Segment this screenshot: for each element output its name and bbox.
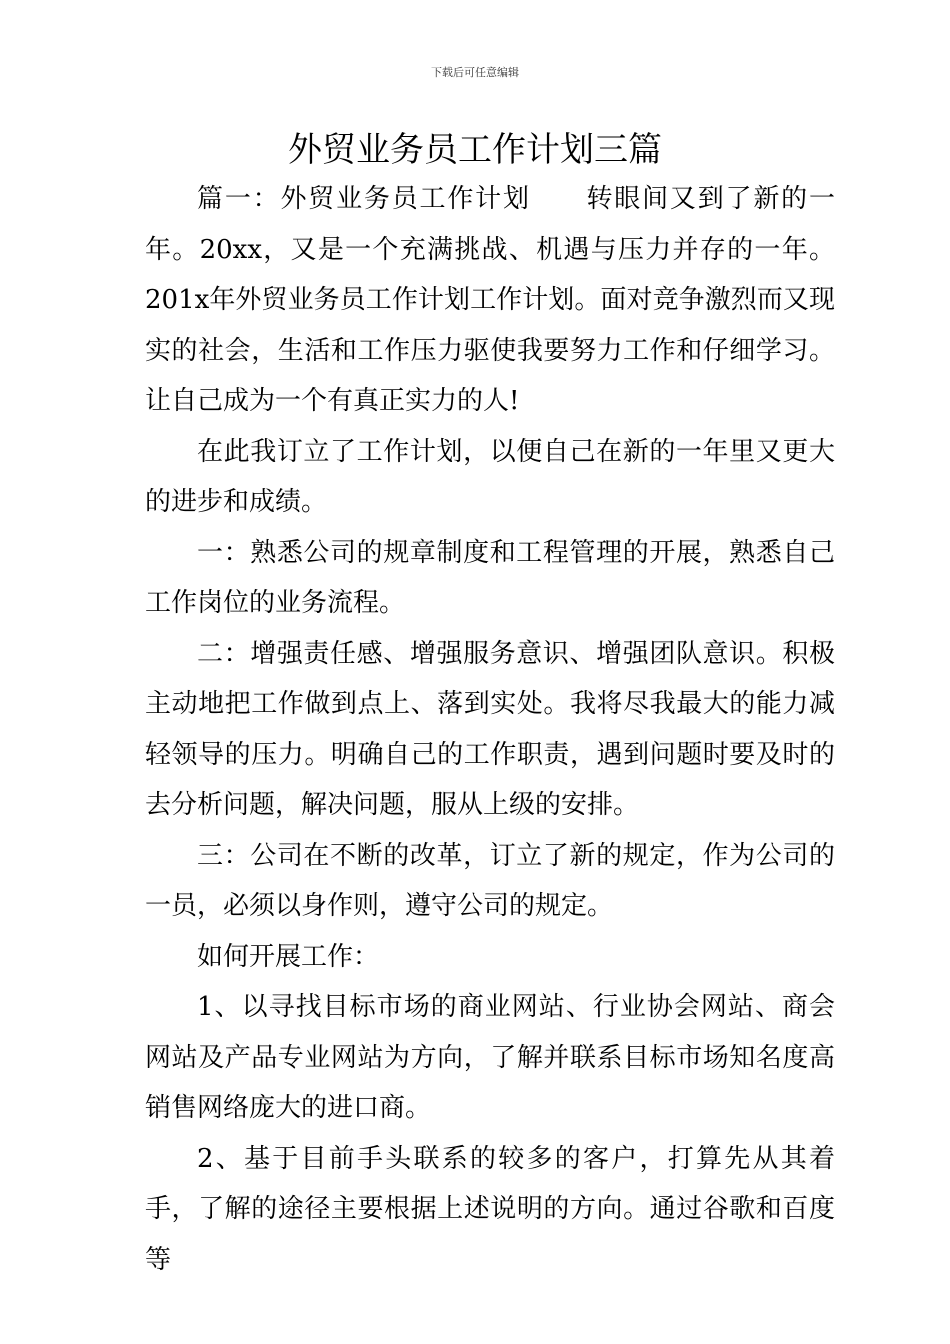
document-title: 外贸业务员工作计划三篇 [288,130,662,170]
paragraph-point-one: 一：熟悉公司的规章制度和工程管理的开展，熟悉自己工作岗位的业务流程。 [145,537,835,618]
paragraph-step-one: 1、以寻找目标市场的商业网站、行业协会网站、商会网站及产品专业网站为方向，了解并联系目标市场知名度高销售网络庞大的进口商。 [145,992,835,1123]
paragraph-intro: 篇一：外贸业务员工作计划 转眼间又到了新的一年。20xx，又是一个充满挑战、机遇与压力并存的一年。201x年外贸业务员工作计划工作计划。面对竞争激烈而又现实的社会，生活和工作压力驱使我要努力工作和仔细学习。让自己成为一个有真正实力的人! [145,184,835,416]
page-header-note: 下载后可任意编辑 [431,66,519,79]
document-body [145,174,835,1285]
paragraph-plan-purpose: 在此我订立了工作计划，以便自己在新的一年里又更大的进步和成绩。 [145,436,835,517]
paragraph-step-two: 2、基于目前手头联系的较多的客户，打算先从其着手，了解的途径主要根据上述说明的方向。通过谷歌和百度等 [145,1143,835,1275]
paragraph-how-to-work-heading: 如何开展工作： [197,941,380,972]
paragraph-point-two: 二：增强责任感、增强服务意识、增强团队意识。积极主动地把工作做到点上、落到实处。我将尽我最大的能力减轻领导的压力。明确自己的工作职责，遇到问题时要及时的去分析问题，解决问题，服从上级的安排。 [145,638,835,820]
paragraph-point-three: 三：公司在不断的改革，订立了新的规定，作为公司的一员，必须以身作则，遵守公司的规定。 [145,840,835,921]
